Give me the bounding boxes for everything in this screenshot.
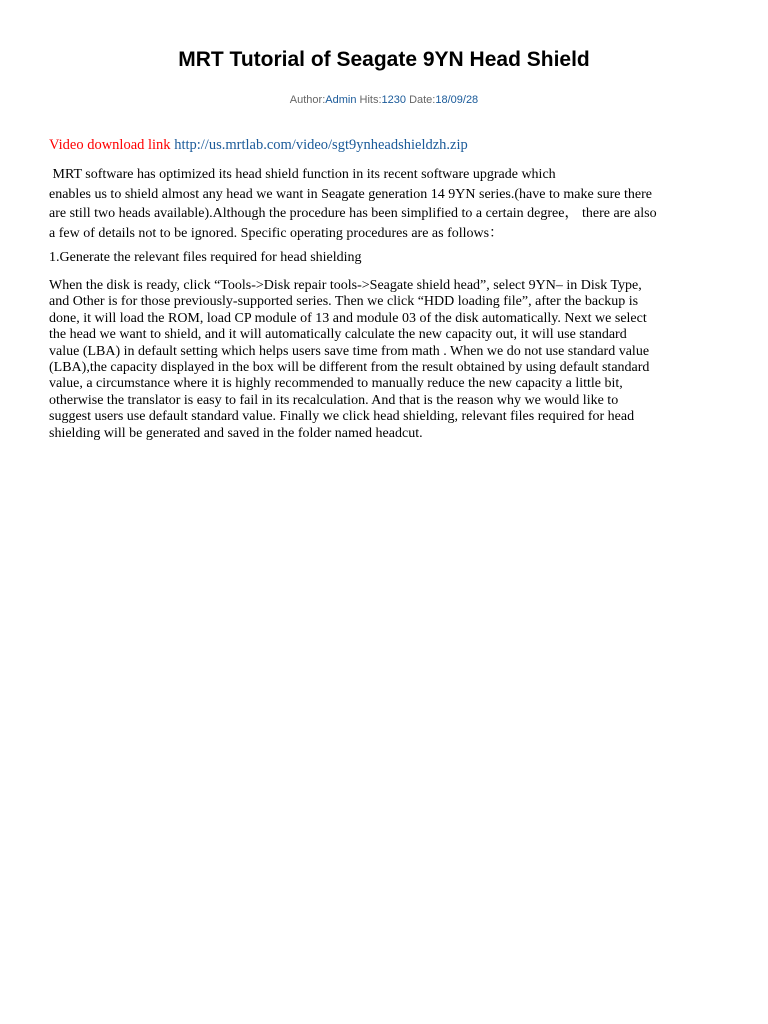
date-label: Date:	[409, 94, 436, 106]
intro-line: are still two heads available).Although the procedure has been simplified to a certain degree， there are also	[49, 206, 657, 221]
step1-line: value (LBA) in default setting which helps users save time from math . When we do not use standard value	[49, 343, 650, 359]
video-download-link[interactable]: http://us.mrtlab.com/video/sgt9ynheadshieldzh.zip	[174, 137, 468, 153]
author-link[interactable]: Admin	[325, 94, 357, 106]
video-download-label: Video download link	[49, 137, 171, 153]
step1-heading: 1.Generate the relevant files required for head shielding	[49, 250, 362, 265]
intro-line: a few of details not to be ignored. Specific operating procedures are as follows：	[49, 225, 504, 241]
article-meta	[0, 92, 768, 108]
step1-line: the head we want to shield, and it will automatically calculate the new capacity out, it will use standard	[49, 327, 627, 343]
step1-line: otherwise the translator is easy to fail in its recalculation. And that is the reason why we would like to	[49, 392, 619, 408]
hits-label: Hits:	[359, 94, 382, 106]
date-value: 18/09/28	[435, 94, 479, 106]
step1-paragraph	[49, 278, 721, 442]
video-download-line	[49, 135, 721, 155]
step1-line: (LBA),the capacity displayed in the box will be different from the result obtained by using default standard	[49, 360, 650, 376]
step1-line: When the disk is ready, click “Tools->Disk repair tools->Seagate shield head”, select 9YN– in Disk Type,	[49, 278, 642, 293]
page-title: MRT Tutorial of Seagate 9YN Head Shield	[178, 48, 590, 71]
step1-line: shielding will be generated and saved in the folder named headcut.	[49, 425, 423, 441]
step1-line: value, a circumstance where it is highly recommended to manually reduce the new capacity a little bit,	[49, 376, 623, 392]
intro-line: enables us to shield almost any head we want in Seagate generation 14 9YN series.(have to make sure there	[49, 186, 652, 202]
intro-paragraph	[49, 165, 721, 243]
intro-line: MRT software has optimized its head shield function in its recent software upgrade which	[49, 167, 556, 182]
step1-line: done, it will load the ROM, load CP module of 13 and module 03 of the disk automatically. Next we select	[49, 310, 647, 326]
step1-line: suggest users use default standard value. Finally we click head shielding, relevant files required for head	[49, 409, 635, 425]
step1-line: and Other is for those previously-supported series. Then we click “HDD loading file”, after the backup is	[49, 294, 639, 310]
author-label: Author:	[289, 94, 326, 106]
hits-count: 1230	[381, 94, 406, 106]
